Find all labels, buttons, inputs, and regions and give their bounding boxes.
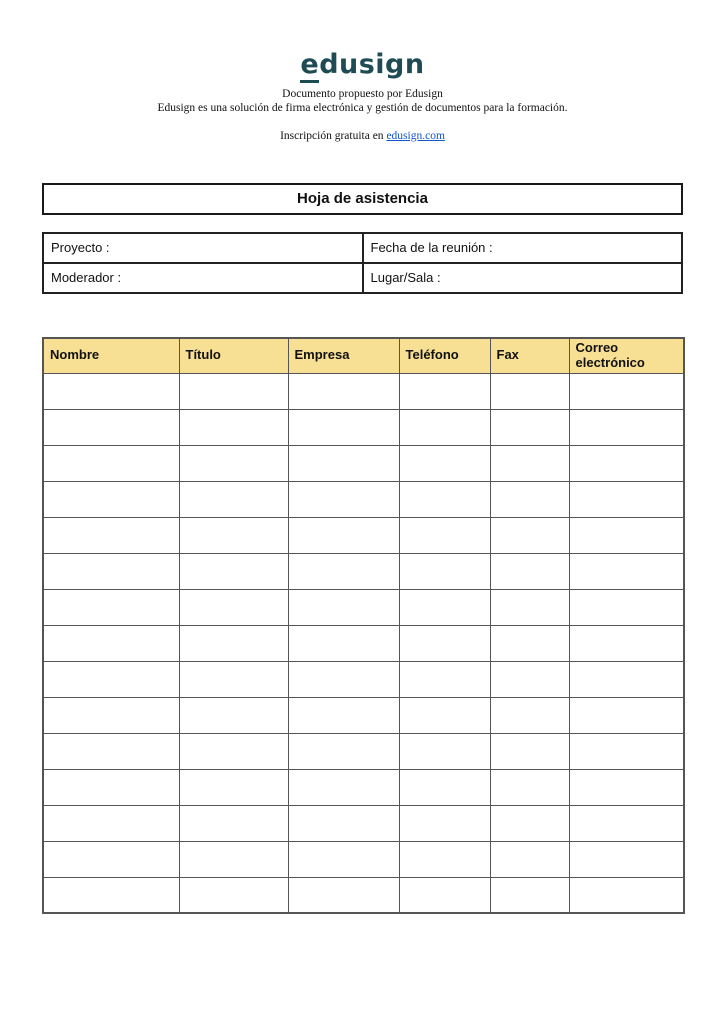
project-field: Proyecto : (43, 233, 363, 263)
moderator-field: Moderador : (43, 263, 363, 293)
empty-cell (43, 733, 179, 769)
empty-cell (288, 661, 399, 697)
empty-cell (288, 373, 399, 409)
empty-cell (399, 481, 490, 517)
empty-cell (399, 697, 490, 733)
attendance-row (43, 517, 684, 553)
empty-cell (288, 445, 399, 481)
attendance-row (43, 661, 684, 697)
meeting-info-table (42, 232, 683, 294)
empty-cell (179, 697, 288, 733)
empty-cell (43, 589, 179, 625)
edusign-logo (300, 50, 424, 80)
empty-cell (179, 589, 288, 625)
empty-cell (490, 409, 569, 445)
empty-cell (569, 769, 684, 805)
info-row-1 (43, 233, 682, 263)
attendance-row (43, 841, 684, 877)
empty-cell (179, 805, 288, 841)
empty-cell (43, 661, 179, 697)
empty-cell (569, 409, 684, 445)
empty-cell (490, 589, 569, 625)
logo-rest: dusign (319, 49, 425, 80)
logo-underlined-e: e (300, 49, 319, 83)
attendance-row (43, 373, 684, 409)
empty-cell (490, 481, 569, 517)
empty-cell (490, 841, 569, 877)
empty-cell (288, 517, 399, 553)
empty-cell (490, 661, 569, 697)
empty-cell (288, 733, 399, 769)
empty-cell (179, 553, 288, 589)
empty-cell (288, 589, 399, 625)
brand-header (0, 0, 725, 143)
attendance-row (43, 481, 684, 517)
intro-line-2: Edusign es una solución de firma electrónica y gestión de documentos para la formación. (157, 101, 568, 114)
empty-cell (490, 373, 569, 409)
empty-cell (569, 661, 684, 697)
empty-cell (490, 733, 569, 769)
column-header-1: Título (179, 338, 288, 373)
empty-cell (399, 877, 490, 913)
empty-cell (288, 841, 399, 877)
signup-line (0, 129, 725, 143)
empty-cell (288, 805, 399, 841)
attendance-row (43, 805, 684, 841)
attendance-row (43, 409, 684, 445)
attendance-row (43, 877, 684, 913)
empty-cell (43, 841, 179, 877)
signup-prefix: Inscripción gratuita en (280, 129, 387, 142)
empty-cell (43, 805, 179, 841)
empty-cell (399, 409, 490, 445)
empty-cell (399, 589, 490, 625)
empty-cell (490, 517, 569, 553)
attendance-table (42, 337, 685, 914)
empty-cell (179, 445, 288, 481)
empty-cell (399, 553, 490, 589)
empty-cell (43, 877, 179, 913)
empty-cell (43, 409, 179, 445)
meeting-date-field: Fecha de la reunión : (363, 233, 683, 263)
empty-cell (490, 553, 569, 589)
empty-cell (179, 517, 288, 553)
empty-cell (569, 625, 684, 661)
column-header-2: Empresa (288, 338, 399, 373)
empty-cell (179, 625, 288, 661)
empty-cell (569, 589, 684, 625)
empty-cell (179, 769, 288, 805)
empty-cell (288, 877, 399, 913)
empty-cell (399, 445, 490, 481)
attendance-row (43, 697, 684, 733)
attendance-body (43, 373, 684, 913)
empty-cell (399, 769, 490, 805)
empty-cell (179, 841, 288, 877)
empty-cell (569, 733, 684, 769)
empty-cell (179, 409, 288, 445)
attendance-row (43, 589, 684, 625)
empty-cell (43, 553, 179, 589)
empty-cell (399, 661, 490, 697)
empty-cell (179, 481, 288, 517)
empty-cell (43, 697, 179, 733)
empty-cell (288, 769, 399, 805)
empty-cell (569, 697, 684, 733)
empty-cell (490, 805, 569, 841)
intro-text (0, 87, 725, 115)
empty-cell (288, 481, 399, 517)
empty-cell (288, 553, 399, 589)
room-field: Lugar/Sala : (363, 263, 683, 293)
attendance-row (43, 733, 684, 769)
empty-cell (288, 409, 399, 445)
document-content (42, 183, 683, 914)
column-header-4: Fax (490, 338, 569, 373)
empty-cell (569, 841, 684, 877)
column-header-5: Correo electrónico (569, 338, 684, 373)
column-header-3: Teléfono (399, 338, 490, 373)
attendance-row (43, 625, 684, 661)
empty-cell (490, 877, 569, 913)
empty-cell (569, 445, 684, 481)
empty-cell (288, 625, 399, 661)
edusign-link[interactable]: edusign.com (386, 129, 445, 142)
empty-cell (179, 733, 288, 769)
empty-cell (43, 769, 179, 805)
empty-cell (569, 481, 684, 517)
empty-cell (399, 517, 490, 553)
info-row-2 (43, 263, 682, 293)
empty-cell (490, 769, 569, 805)
intro-line-1: Documento propuesto por Edusign (282, 87, 443, 100)
title-box (42, 183, 683, 215)
attendance-row (43, 769, 684, 805)
empty-cell (490, 697, 569, 733)
empty-cell (399, 373, 490, 409)
empty-cell (569, 805, 684, 841)
empty-cell (569, 373, 684, 409)
empty-cell (569, 877, 684, 913)
page-title: Hoja de asistencia (297, 190, 428, 208)
attendance-row (43, 445, 684, 481)
empty-cell (399, 733, 490, 769)
empty-cell (490, 625, 569, 661)
attendance-header-row (43, 338, 684, 373)
attendance-row (43, 553, 684, 589)
empty-cell (43, 517, 179, 553)
empty-cell (179, 877, 288, 913)
empty-cell (179, 373, 288, 409)
empty-cell (43, 445, 179, 481)
column-header-0: Nombre (43, 338, 179, 373)
empty-cell (179, 661, 288, 697)
empty-cell (288, 697, 399, 733)
empty-cell (569, 517, 684, 553)
empty-cell (399, 805, 490, 841)
empty-cell (399, 625, 490, 661)
empty-cell (43, 373, 179, 409)
empty-cell (490, 445, 569, 481)
empty-cell (43, 481, 179, 517)
empty-cell (399, 841, 490, 877)
empty-cell (569, 553, 684, 589)
empty-cell (43, 625, 179, 661)
